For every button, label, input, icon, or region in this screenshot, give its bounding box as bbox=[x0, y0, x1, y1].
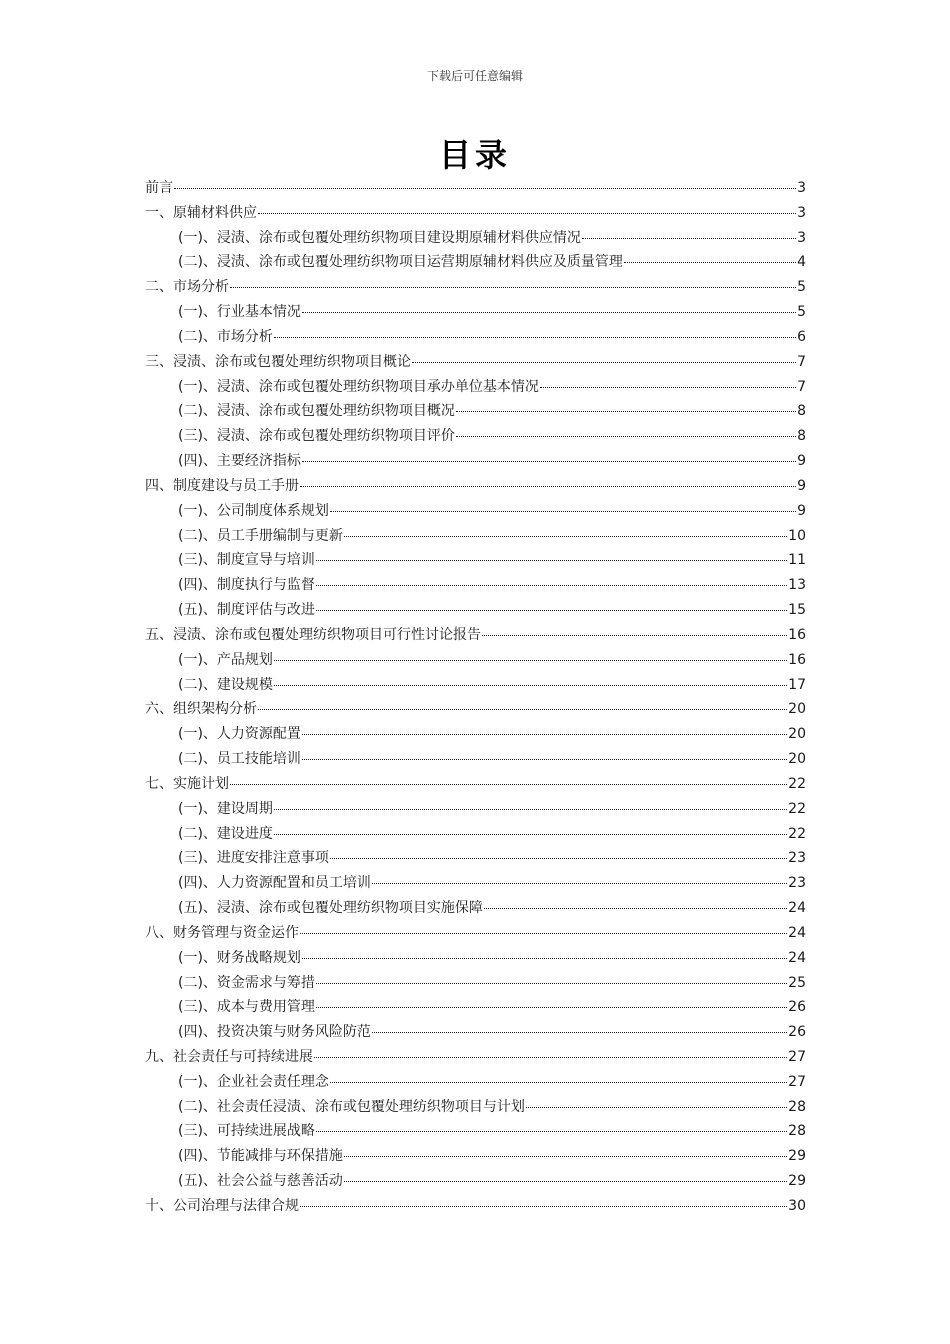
toc-entry-page: 3 bbox=[797, 204, 806, 221]
toc-dot-leader bbox=[274, 660, 787, 661]
toc-dot-leader bbox=[274, 834, 787, 835]
page-title: 目录 bbox=[438, 136, 511, 174]
toc-entry-page: 3 bbox=[797, 229, 806, 246]
toc-entry-page: 20 bbox=[788, 751, 806, 768]
toc-dot-leader bbox=[316, 560, 787, 561]
toc-entry-label: (二)、建设规模 bbox=[178, 676, 273, 693]
toc-entry-page: 28 bbox=[788, 1123, 806, 1140]
toc-dot-leader bbox=[274, 809, 787, 810]
toc-dot-leader bbox=[300, 933, 787, 934]
toc-dot-leader bbox=[456, 411, 796, 412]
toc-entry-page: 7 bbox=[797, 378, 806, 395]
toc-dot-leader bbox=[330, 1082, 787, 1083]
toc-entry-page: 24 bbox=[788, 949, 806, 966]
toc-entry-page: 25 bbox=[788, 974, 806, 991]
toc-entry-label: (三)、制度宣导与培训 bbox=[178, 552, 315, 569]
toc-entry-label: 六、组织架构分析 bbox=[145, 701, 257, 718]
toc-entry[interactable] bbox=[145, 499, 806, 524]
toc-entry-label: (一)、财务战略规划 bbox=[178, 949, 301, 966]
toc-entry-page: 7 bbox=[797, 353, 806, 370]
toc-entry-page: 8 bbox=[797, 403, 806, 420]
toc-entry[interactable] bbox=[145, 1045, 806, 1070]
toc-entry[interactable] bbox=[145, 797, 806, 822]
toc-entry-label: (四)、人力资源配置和员工培训 bbox=[178, 875, 371, 892]
toc-entry-page: 9 bbox=[797, 502, 806, 519]
toc-entry[interactable] bbox=[145, 1119, 806, 1144]
toc-entry-page: 8 bbox=[797, 428, 806, 445]
toc-entry-label: (四)、投资决策与财务风险防范 bbox=[178, 1024, 371, 1041]
table-of-contents bbox=[145, 176, 806, 1219]
header-note: 下载后可任意编辑 bbox=[426, 69, 523, 83]
toc-entry[interactable] bbox=[145, 697, 806, 722]
toc-entry-label: 十、公司治理与法律合规 bbox=[145, 1197, 299, 1214]
toc-entry[interactable] bbox=[145, 1194, 806, 1219]
toc-entry[interactable] bbox=[145, 822, 806, 847]
toc-dot-leader bbox=[482, 635, 787, 636]
toc-dot-leader bbox=[302, 461, 796, 462]
toc-entry-page: 16 bbox=[788, 651, 806, 668]
toc-entry[interactable] bbox=[145, 1144, 806, 1169]
toc-entry[interactable] bbox=[145, 474, 806, 499]
toc-entry-label: (三)、进度安排注意事项 bbox=[178, 850, 329, 867]
toc-entry-page: 6 bbox=[797, 328, 806, 345]
toc-entry-page: 9 bbox=[797, 453, 806, 470]
toc-dot-leader bbox=[484, 908, 787, 909]
toc-entry-label: (二)、员工技能培训 bbox=[178, 751, 301, 768]
toc-entry[interactable] bbox=[145, 846, 806, 871]
toc-entry[interactable] bbox=[145, 449, 806, 474]
toc-entry-label: (四)、主要经济指标 bbox=[178, 453, 301, 470]
toc-entry-page: 26 bbox=[788, 1024, 806, 1041]
toc-entry[interactable] bbox=[145, 250, 806, 275]
toc-dot-leader bbox=[316, 1131, 787, 1132]
toc-entry-page: 17 bbox=[788, 676, 806, 693]
toc-entry-label: (一)、人力资源配置 bbox=[178, 726, 301, 743]
toc-entry-label: 一、原辅材料供应 bbox=[145, 204, 257, 221]
toc-entry-page: 20 bbox=[788, 701, 806, 718]
toc-entry-page: 22 bbox=[788, 825, 806, 842]
toc-entry-label: (四)、制度执行与监督 bbox=[178, 577, 315, 594]
toc-entry-page: 28 bbox=[788, 1098, 806, 1115]
toc-entry[interactable] bbox=[145, 1070, 806, 1095]
toc-entry-label: 前言 bbox=[145, 180, 173, 196]
toc-entry[interactable] bbox=[145, 896, 806, 921]
toc-entry-label: 四、制度建设与员工手册 bbox=[145, 477, 299, 494]
toc-dot-leader bbox=[582, 238, 796, 239]
toc-entry[interactable] bbox=[145, 1020, 806, 1045]
toc-entry-label: (四)、节能减排与环保措施 bbox=[178, 1148, 343, 1165]
toc-dot-leader bbox=[230, 784, 787, 785]
toc-entry[interactable] bbox=[145, 871, 806, 896]
toc-entry[interactable] bbox=[145, 971, 806, 996]
toc-entry-page: 10 bbox=[788, 527, 806, 544]
toc-entry-page: 22 bbox=[788, 775, 806, 792]
toc-entry-page: 11 bbox=[788, 552, 806, 569]
toc-entry-label: 八、财务管理与资金运作 bbox=[145, 924, 299, 941]
toc-entry-label: (五)、制度评估与改进 bbox=[178, 602, 315, 619]
toc-entry-label: (一)、企业社会责任理念 bbox=[178, 1073, 329, 1090]
toc-entry[interactable] bbox=[145, 226, 806, 251]
toc-entry-page: 13 bbox=[788, 577, 806, 594]
toc-entry-label: 五、浸渍、涂布或包覆处理纺织物项目可行性讨论报告 bbox=[145, 626, 481, 643]
toc-entry-label: (五)、浸渍、涂布或包覆处理纺织物项目实施保障 bbox=[178, 900, 483, 917]
toc-dot-leader bbox=[274, 685, 787, 686]
toc-entry[interactable] bbox=[145, 176, 806, 201]
toc-entry-page: 27 bbox=[788, 1048, 806, 1065]
toc-dot-leader bbox=[302, 958, 787, 959]
toc-dot-leader bbox=[300, 1206, 787, 1207]
toc-dot-leader bbox=[300, 486, 796, 487]
toc-dot-leader bbox=[330, 511, 796, 512]
toc-dot-leader bbox=[230, 287, 796, 288]
toc-dot-leader bbox=[344, 1156, 787, 1157]
toc-entry[interactable] bbox=[145, 623, 806, 648]
toc-entry-page: 23 bbox=[788, 875, 806, 892]
toc-dot-leader bbox=[412, 362, 796, 363]
toc-entry-label: (五)、社会公益与慈善活动 bbox=[178, 1173, 343, 1190]
toc-dot-leader bbox=[344, 1181, 787, 1182]
toc-entry-page: 26 bbox=[788, 999, 806, 1016]
toc-entry[interactable] bbox=[145, 375, 806, 400]
toc-entry-page: 5 bbox=[797, 279, 806, 296]
toc-entry-page: 16 bbox=[788, 626, 806, 643]
toc-dot-leader bbox=[330, 858, 787, 859]
toc-dot-leader bbox=[316, 610, 787, 611]
toc-dot-leader bbox=[316, 983, 787, 984]
toc-entry[interactable] bbox=[145, 1169, 806, 1194]
toc-dot-leader bbox=[526, 1107, 787, 1108]
toc-entry-label: 二、市场分析 bbox=[145, 279, 229, 296]
toc-entry-label: 七、实施计划 bbox=[145, 775, 229, 792]
toc-entry[interactable] bbox=[145, 524, 806, 549]
toc-entry-label: (二)、浸渍、涂布或包覆处理纺织物项目运营期原辅材料供应及质量管理 bbox=[178, 254, 623, 271]
toc-dot-leader bbox=[456, 436, 796, 437]
toc-entry-label: (一)、产品规划 bbox=[178, 651, 273, 668]
toc-entry-label: (一)、公司制度体系规划 bbox=[178, 502, 329, 519]
toc-entry-label: 三、浸渍、涂布或包覆处理纺织物项目概论 bbox=[145, 353, 411, 370]
toc-dot-leader bbox=[302, 312, 796, 313]
toc-entry[interactable] bbox=[145, 424, 806, 449]
toc-dot-leader bbox=[624, 262, 796, 263]
toc-entry[interactable] bbox=[145, 598, 806, 623]
toc-entry[interactable] bbox=[145, 300, 806, 325]
toc-dot-leader bbox=[540, 387, 796, 388]
toc-dot-leader bbox=[316, 1007, 787, 1008]
toc-entry-label: (二)、社会责任浸渍、涂布或包覆处理纺织物项目与计划 bbox=[178, 1098, 525, 1115]
toc-entry[interactable] bbox=[145, 548, 806, 573]
toc-dot-leader bbox=[314, 1057, 787, 1058]
toc-entry-page: 30 bbox=[788, 1197, 806, 1214]
toc-entry-page: 29 bbox=[788, 1148, 806, 1165]
toc-entry-label: 九、社会责任与可持续进展 bbox=[145, 1048, 313, 1065]
toc-entry-label: (二)、市场分析 bbox=[178, 328, 273, 345]
toc-entry[interactable] bbox=[145, 648, 806, 673]
toc-dot-leader bbox=[174, 188, 796, 189]
toc-entry[interactable] bbox=[145, 772, 806, 797]
toc-entry[interactable] bbox=[145, 995, 806, 1020]
toc-entry-page: 29 bbox=[788, 1173, 806, 1190]
toc-entry[interactable] bbox=[145, 350, 806, 375]
toc-entry-label: (二)、浸渍、涂布或包覆处理纺织物项目概况 bbox=[178, 403, 455, 420]
toc-entry[interactable] bbox=[145, 722, 806, 747]
toc-entry-page: 22 bbox=[788, 800, 806, 817]
toc-entry[interactable] bbox=[145, 673, 806, 698]
toc-entry[interactable] bbox=[145, 201, 806, 226]
toc-entry[interactable] bbox=[145, 573, 806, 598]
toc-dot-leader bbox=[372, 883, 787, 884]
toc-dot-leader bbox=[274, 337, 796, 338]
toc-dot-leader bbox=[372, 1032, 787, 1033]
toc-dot-leader bbox=[302, 734, 787, 735]
toc-entry[interactable] bbox=[145, 275, 806, 300]
toc-entry[interactable] bbox=[145, 325, 806, 350]
toc-dot-leader bbox=[258, 709, 787, 710]
toc-entry-page: 24 bbox=[788, 924, 806, 941]
toc-entry-page: 23 bbox=[788, 850, 806, 867]
toc-entry-page: 5 bbox=[797, 304, 806, 321]
toc-dot-leader bbox=[344, 536, 787, 537]
toc-entry-label: (二)、资金需求与筹措 bbox=[178, 974, 315, 991]
toc-entry-page: 4 bbox=[797, 254, 806, 271]
toc-entry[interactable] bbox=[145, 747, 806, 772]
toc-entry-label: (二)、建设进度 bbox=[178, 825, 273, 842]
toc-entry-label: (一)、建设周期 bbox=[178, 800, 273, 817]
toc-entry-page: 20 bbox=[788, 726, 806, 743]
toc-entry-label: (三)、可持续进展战略 bbox=[178, 1123, 315, 1140]
toc-dot-leader bbox=[316, 585, 787, 586]
toc-entry-label: (一)、浸渍、涂布或包覆处理纺织物项目承办单位基本情况 bbox=[178, 378, 539, 395]
toc-entry[interactable] bbox=[145, 921, 806, 946]
toc-entry-page: 15 bbox=[788, 602, 806, 619]
toc-entry-label: (三)、成本与费用管理 bbox=[178, 999, 315, 1016]
toc-entry-page: 3 bbox=[797, 180, 806, 196]
toc-entry-page: 27 bbox=[788, 1073, 806, 1090]
toc-dot-leader bbox=[258, 213, 796, 214]
toc-entry[interactable] bbox=[145, 946, 806, 971]
toc-entry-page: 9 bbox=[797, 477, 806, 494]
toc-entry-label: (一)、行业基本情况 bbox=[178, 304, 301, 321]
toc-entry-label: (三)、浸渍、涂布或包覆处理纺织物项目评价 bbox=[178, 428, 455, 445]
toc-entry-label: (二)、员工手册编制与更新 bbox=[178, 527, 343, 544]
toc-entry[interactable] bbox=[145, 1095, 806, 1120]
toc-entry-page: 24 bbox=[788, 900, 806, 917]
toc-dot-leader bbox=[302, 759, 787, 760]
toc-entry[interactable] bbox=[145, 399, 806, 424]
toc-entry-label: (一)、浸渍、涂布或包覆处理纺织物项目建设期原辅材料供应情况 bbox=[178, 229, 581, 246]
